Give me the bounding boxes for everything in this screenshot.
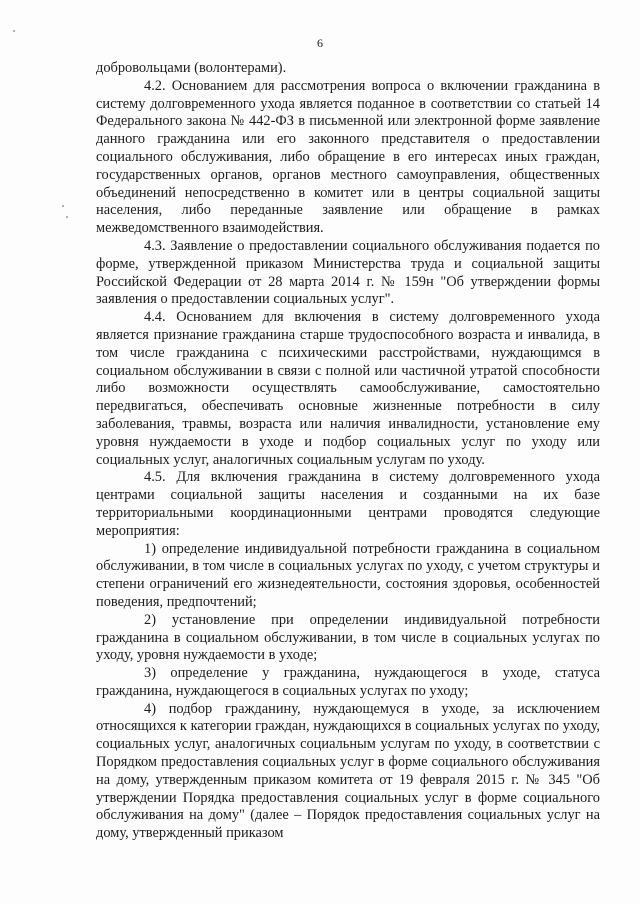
paragraph-4-5: 4.5. Для включения гражданина в систему долговременного ухода центрами социальной защиты населения и созданными на их базе территориальными координационными центрами проводятся следующие мероприятия:: [96, 469, 600, 539]
paragraph-4-4: 4.4. Основанием для включения в систему долговременного ухода является признание гражданина старше трудоспособного возраста и инвалида, в том числе гражданина с психическими расстройствами, нуждающимся в социальном обслуживании в связи с полной или частичной утратой способности либо возможности осуществлять самообслуживание, самостоятельно передвигаться, обеспечивать основные жизненные потребности в силу заболевания, травмы, возраста или наличия инвалидности, установление ему уровня нуждаемости в уходе и подбор социальных услуг по уходу или социальных услуг, аналогичных социальным услугам по уходу.: [96, 309, 600, 468]
paragraph-continuation: добровольцами (волонтерами).: [96, 60, 287, 76]
list-item-4: 4) подбор гражданину, нуждающемуся в уходе, за исключением относящихся к категории граждан, нуждающихся в социальных услугах по уходу, социальных услуг, аналогичных социальным услугам по уходу, в соответствии с Порядком предоставления социальных услуг в форме социального обслуживания на дому, утвержденным приказом комитета от 19 февраля 2015 г. № 345 "Об утверждении Порядка предоставления социальных услуг в форме социального обслуживания на дому" (далее – Порядок предоставления социальных услуг на дому, утвержденный приказом: [96, 700, 600, 842]
list-item-2: 2) установление при определении индивидуальной потребности гражданина в социальном обслуживании, в том числе в социальных услугах по уходу, уровня нуждаемости в уходе;: [96, 611, 600, 664]
scan-speck: [66, 216, 68, 218]
list-item-3: 3) определение у гражданина, нуждающегося в уходе, статуса гражданина, нуждающегося в социальных услугах по уходу;: [96, 665, 600, 699]
paragraph-4-2: 4.2. Основанием для рассмотрения вопроса о включении гражданина в систему долговременного ухода является поданное в соответствии со статьей 14 Федерального закона № 442-ФЗ в письменной или электронной форме заявление данного гражданина или его законного представителя о предоставлении социального обслуживания, либо обращение в его интересах иных граждан, государственных органов, органов местного самоуправления, общественных объединений непосредственно в комитет или в центры социальной защиты населения, либо переданные заявление или обращение в рамках межведомственного взаимодействия.: [96, 77, 600, 237]
document-body: [96, 60, 600, 843]
scan-speck: [13, 30, 15, 32]
page-number: 6: [317, 36, 323, 50]
paragraph-4-3: 4.3. Заявление о предоставлении социального обслуживания подается по форме, утвержденной приказом Министерства труда и социальной защиты Российской Федерации от 28 марта 2014 г. № 159н "Об утверждении формы заявления о предоставлении социальных услуг".: [96, 237, 600, 308]
scan-speck: [62, 205, 64, 207]
list-item-1: 1) определение индивидуальной потребности гражданина в социальном обслуживании, в том числе в социальных услугах по уходу, с учетом структуры и степени ограничений его жизнедеятельности, состояния здоровья, особенностей поведения, предпочтений;: [96, 540, 600, 610]
